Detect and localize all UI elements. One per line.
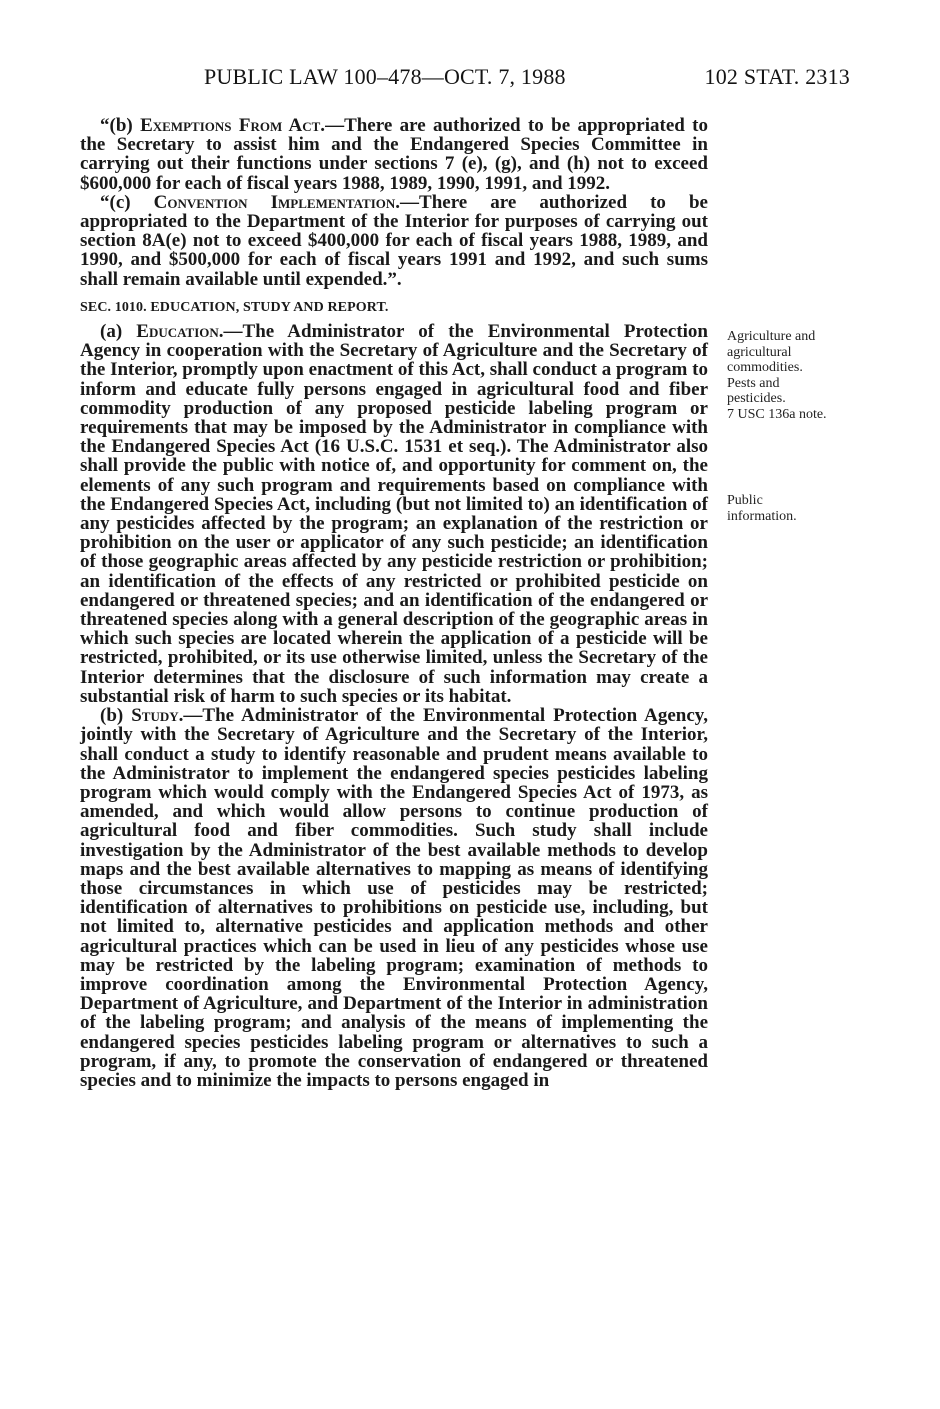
paragraph-b-heading: Exemptions From Act. xyxy=(140,115,326,136)
margin-note-line: Pests and xyxy=(727,375,780,391)
margin-note-line: information. xyxy=(727,508,797,524)
section-heading: SEC. 1010. EDUCATION, STUDY AND REPORT. xyxy=(80,299,389,315)
paragraph-bs-text: —The Administrator of the Environmental Protection Agency, jointly with the Secretary of Agriculture and the Secretary of the Interior, shall conduct a study to identify reasonable and prudent means available to the Administrator to implement the endangered species pesticides labeling program which would comply with the Endangered Species Act of 1973, as amended, and which would allow persons to continue production of agricultural food and fiber commodities. Such study shall include investigation by the Administrator of the best available methods to develop maps and the best available alternatives to mapping as means of identifying those circumstances in which use of pesticides may be restricted; identification of alternatives to prohibitions on pesticide use, including, but not limited to, alternative pesticides and application methods and other agricultural practices which can be used in lieu of any pesticides whose use may be restricted by the labeling program; examination of methods to improve coordination among the Environmental Protection Agency, Department of Agriculture, and Department of the Interior in administration of the labeling program; and analysis of the means of implementing the endangered species pesticides labeling program or alternatives to such a program, if any, to promote the conservation of endangered or threatened species and to minimize the impacts to persons engaged in xyxy=(80,705,708,1091)
body-text xyxy=(80,116,708,1090)
header-law-citation: PUBLIC LAW 100–478—OCT. 7, 1988 xyxy=(204,64,566,89)
margin-note-line: 7 USC 136a note. xyxy=(727,406,827,422)
margin-note-line: commodities. xyxy=(727,360,803,375)
paragraph-b-label: “(b) xyxy=(100,115,141,136)
margin-note-public-information xyxy=(727,493,877,524)
margin-note-line: agricultural xyxy=(727,344,792,360)
paragraph-c-label: “(c) xyxy=(100,191,154,213)
paragraph-b-study xyxy=(80,706,708,1090)
header-stat-page: 102 STAT. 2313 xyxy=(704,64,850,89)
paragraph-a-label: (a) xyxy=(100,321,137,343)
paragraph-c-heading: Convention Implementation. xyxy=(153,191,401,213)
paragraph-b-exemptions xyxy=(80,116,708,193)
paragraph-bs-heading: Study. xyxy=(131,705,184,727)
margin-note-line: Public xyxy=(727,493,763,508)
paragraph-c-convention xyxy=(80,193,708,289)
paragraph-bs-label: (b) xyxy=(100,705,132,727)
margin-note-line: pesticides. xyxy=(727,391,786,406)
margin-note-line: Agriculture and xyxy=(727,329,816,344)
margin-note-agriculture xyxy=(727,329,877,422)
paragraph-b-text: —There are authorized to be appropriated to the Secretary to assist him and the Endangered Species Committee in carrying out their functions under sections 7 (e), (g), and (h) not to exceed $600,000 for each of fiscal years 1988, 1989, 1990, 1991, and 1992. xyxy=(80,115,708,194)
paragraph-a-education xyxy=(80,322,708,706)
paragraph-c-text: —There are authorized to be appropriated to the Department of the Interior for purposes of carrying out section 8A(e) not to exceed $400,000 for each of fiscal years 1988, 1989, and 1990, and $500,000 for each of fiscal years 1991 and 1992, and such sums shall remain available until expended.”. xyxy=(80,191,708,290)
paragraph-a-heading: Education. xyxy=(136,321,224,343)
paragraph-a-text: —The Administrator of the Environmental Protection Agency in cooperation with the Secretary of Agriculture and the Secretary of the Interior, promptly upon enactment of this Act, shall conduct a program to inform and educate fully persons engaged in agricultural food and fiber commodity production of any proposed pesticide labeling program or requirements that may be imposed by the Administrator in compliance with the Endangered Species Act (16 U.S.C. 1531 et seq.). The Administrator also shall provide the public with notice of, and opportunity for comment on, the elements of any such program and requirements based on compliance with the Endangered Species Act, including (but not limited to) an identification of any pesticides affected by the program; an explanation of the restriction or prohibition on the user or applicator of any such pesticide; an identification of those geographic areas affected by any pesticide restriction or prohibition; an identification of the effects of any restricted or prohibited pesticide on endangered or threatened species; and an identification of the endangered or threatened species along with a general description of the geographic areas in which such species are located wherein the application of a pesticide will be restricted, prohibited, or its use otherwise limited, unless the Secretary of the Interior determines that the disclosure of such information may create a substantial risk of harm to such species or its habitat. xyxy=(80,321,708,707)
